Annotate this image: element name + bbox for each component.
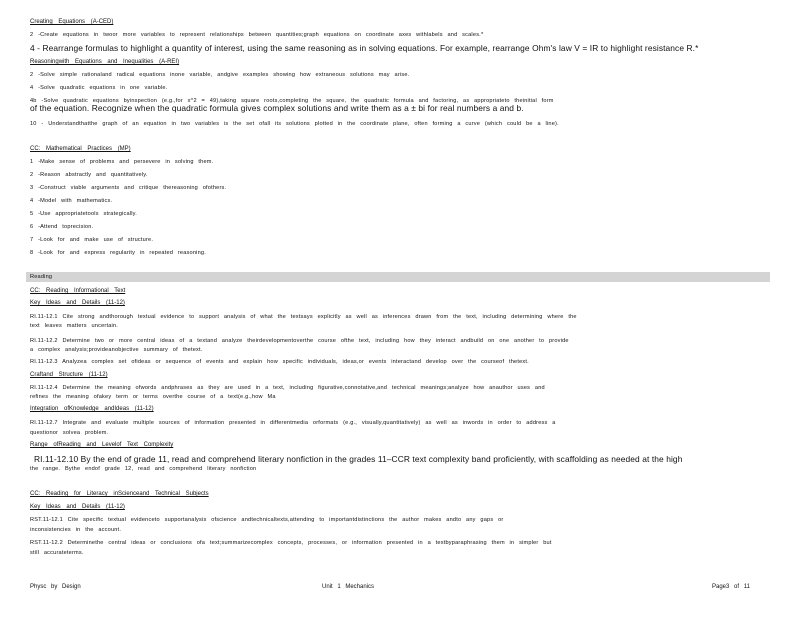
practice-item: 5 -Use appropriatetools strategically. [30,211,137,217]
standard-rei-2: 2 -Solve simple rationaland radical equations inone variable, andgive examples showing how extraneous solutions may arise. [30,72,410,78]
reading-section-label: Reading [30,274,53,280]
standard-ri-4-continued: refines the meaning ofakey term or terms overthe course of a text(e.g.,how Ma [30,394,276,400]
subheading-integration: Integration ofKnowledge andIdeas (11-12) [30,406,154,412]
standard-ced-4: 4 - Rearrange formulas to highlight a quantity of interest, using the same reasoning as in solving equations. For example, rearrange Ohm's law V = IR to highlight resistance R.* [30,43,699,53]
standard-ri-7: RI.11-12.7 Integrate and evaluate multiple sources of information presented in differentmedia orformats (e.g., visually,quantitatively) as well as inwords in order to address a [30,420,556,426]
section-heading-reasoning-equations: Reasoningwith Equations and Inequalities (A-REI) [30,59,180,65]
footer-left: Physc by Design [30,584,81,590]
practice-item: 2 -Reason abstractly and quantitatively. [30,172,148,178]
section-heading-literacy-science: CC: Reading for Literacy inScienceand Technical Subjects [30,491,209,497]
standard-rei-4b: 4b -Solve quadratic equations byinspection (e.g.,for x^2 = 49),taking square roots,completing the square, the quadratic formula and factoring, as appropriateto theinitial form [30,98,554,104]
standard-ri-2-continued: a complex analysis;provideanobjective summary of thetext. [30,347,203,353]
subheading-key-ideas-literacy: Key Ideas and Details (11-12) [30,504,125,510]
standard-rst-1: RST.11-12.1 Cite specific textual evidenceto supportanalysis ofscience andtechnicaltexts,attending to importantdistinctions the author makes andto any gaps or [30,517,504,523]
standard-ri-10-continued: the range. Bythe endof grade 12, read and comprehend literary nonfiction [30,466,257,472]
standard-rei-4b-continued: of the equation. Recognize when the quadratic formula gives complex solutions and write them as a ± bi for real numbers a and b. [30,103,524,113]
section-heading-informational-text: CC: Reading Informational Text [30,288,126,294]
standard-ri-1-continued: text leaves matters uncertain. [30,323,119,329]
section-heading-creating-equations: Creating Equations (A-CED) [30,19,114,25]
subheading-range-of-reading: Range ofReading and Levelof Text Complexity [30,442,174,448]
standard-ri-7-continued: questionor solvea problem. [30,430,109,436]
practice-item: 6 -Attend toprecision. [30,224,94,230]
practice-item: 4 -Model with mathematics. [30,198,113,204]
standard-ri-3: RI.11-12.3 Analyzea complex set ofideas or sequence of events and explain how specific individuals, ideas,or events interactand develop over the courseof thetext. [30,359,529,365]
standard-ri-10: RI.11-12.10 By the end of grade 11, read and comprehend literary nonfiction in the grades 11–CCR text complexity band proficiently, with scaffolding as needed at the high [34,454,683,464]
practice-item: 3 -Construct viable arguments and critique thereasoning ofothers. [30,185,227,191]
standard-rei-4: 4 -Solve quadratic equations in one variable. [30,85,168,91]
standard-ri-4: RI.11-12.4 Determine the meaning ofwords andphrases as they are used in a text, including figurative,connotative,and technical meanings;analyze how anauthor uses and [30,385,545,391]
standard-ced-2: 2 -Create equations in twoor more variables to represent relationships between quantities;graph equations on coordinate axes withlabels and scales.* [30,32,484,38]
footer-center: Unit 1 Mechanics [322,584,375,590]
reading-section-bar [26,272,770,282]
practice-item: 1 -Make sense of problems and persevere in solving them. [30,159,214,165]
section-heading-math-practices: CC: Mathematical Practices (MP) [30,146,131,152]
standard-ri-2: RI.11-12.2 Determine two or more central ideas of a textand analyze theirdevelopmentoverthe course ofthe text, including how they interact andbuild on one another to provide [30,338,569,344]
practice-item: 8 -Look for and express regularity in repeated reasoning. [30,250,206,256]
standard-rst-2: RST.11-12.2 Determinethe central ideas or conclusions ofa text;summarizecomplex concepts, processes, or information presented in a textbyparaphrasing them in simpler but [30,540,552,546]
standard-rst-2-continued: still accurateterms. [30,550,84,556]
subheading-craft-structure: Craftand Structure (11-12) [30,372,108,378]
standard-ri-1: RI.11-12.1 Cite strong andthorough textual evidence to support analysis of what the textsays explicitly as well as inferences drawn from the text, including determining where the [30,314,577,320]
standard-rei-10: 10 - Understandthatthe graph of an equation in two variables is the set ofall its solutions plotted in the coordinate plane, often forming a curve (which could be a line). [30,121,559,127]
footer-page-number: Page3 of 11 [712,584,750,590]
practice-item: 7 -Look for and make use of structure. [30,237,154,243]
subheading-key-ideas: Key Ideas and Details (11-12) [30,300,125,306]
standard-rst-1-continued: inconsistencies in the account. [30,527,122,533]
